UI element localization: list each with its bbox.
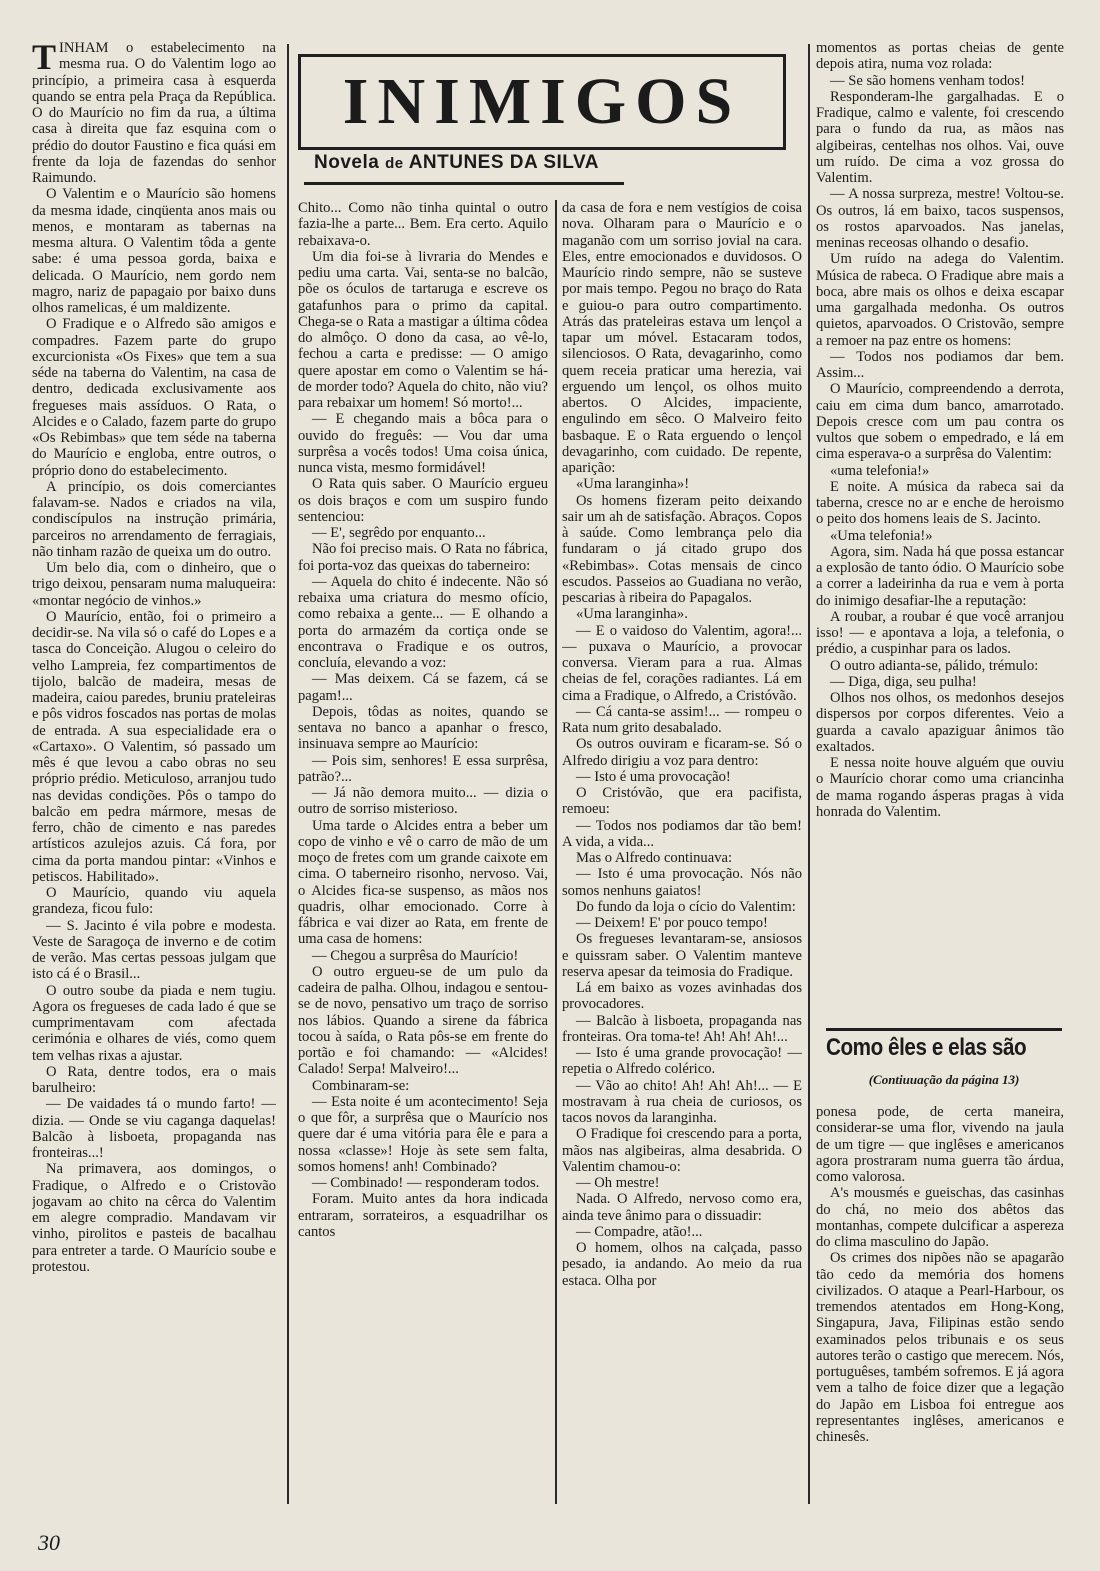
paragraph: «Uma laranginha». (576, 606, 688, 623)
text-column-3 (562, 200, 802, 1502)
paragraph: Depois, tôdas as noites, quando se sentava no banco a apanhar o fresco, insinuava sempre ao Maurício: (298, 703, 548, 753)
paragraph: — Pois sim, senhores! E essa surprêsa, patrão?... (298, 752, 548, 785)
paragraph: Foram. Muito antes da hora indicada entraram, sorrateiros, a esquadrilhar os cantos (298, 1191, 548, 1240)
paragraph: O homem, olhos na calçada, passo pesado, ia andando. Ao meio da rua estaca. Olha por (562, 1240, 802, 1289)
paragraph: — Isto é uma provocação. Nós não somos nenhuns gaiatos! (562, 866, 802, 899)
paragraph: ponesa pode, de certa maneira, considerar-se uma flor, vivendo na jaula de um tigre — que inglêses e americanos agora prostraram numa guerra tão árdua, como valorosa. (816, 1104, 1064, 1185)
paragraph: Lá em baixo as vozes avinhadas dos provocadores. (562, 980, 802, 1013)
page-number: 30 (38, 1530, 60, 1555)
byline-author: ANTUNES DA SILVA (408, 152, 599, 173)
paragraph: «Uma telefonia!» (830, 527, 933, 544)
paragraph: — Se são homens venham todos! (830, 72, 1025, 89)
paragraph: — Isto é uma grande provocação! — repetia o Alfredo colérico. (562, 1045, 802, 1078)
paragraph (32, 40, 276, 186)
byline-prefix: Novela (314, 152, 380, 173)
paragraph: — Já não demora muito... — dizia o outro de sorriso misterioso. (298, 785, 548, 818)
paragraph: Mas o Alfredo continuava: (576, 850, 733, 866)
paragraph: — Cá canta-se assim!... — rompeu o Rata num grito desabalado. (562, 703, 802, 736)
paragraph: O outro adianta-se, pálido, trémulo: (830, 657, 1039, 674)
paragraph: Não foi preciso mais. O Rata no fábrica, foi porta-voz das queixas do taberneiro: (298, 541, 548, 574)
paragraph: — Todos nos podiamos dar bem. Assim... (816, 348, 1064, 381)
paragraph: Um belo dia, com o dinheiro, que o trigo deixou, pensaram numa maluqueira: «montar negócio de vinhos.» (32, 560, 276, 609)
paragraph: E noite. A música da rabeca sai da taberna, cresce no ar e enche de heroismo o peito dos homens leais de S. Jacinto. (816, 478, 1064, 528)
paragraph: — Deixem! E' por pouco tempo! (576, 915, 768, 931)
paragraph: Os homens fizeram peito deixando sair um ah de satisfação. Abraços. Copos à saúde. Como lembrança pelo dia fundaram o já citado grupo dos «Rebimbas». Cotas mensais de cinco escudos. Passeios ao Guadiana no verão, pescarias à ribeira do Papagalos. (562, 492, 802, 606)
text-column-2 (298, 200, 548, 1502)
paragraph: «uma telefonia!» (830, 462, 930, 479)
paragraph: — E o vaidoso do Valentim, agora!... — puxava o Maurício, a provocar conversa. Vieram para a rua. Almas cheias de fel, corações radiantes. Lá em cima a Fradique, o Alfredo, a Cristóvão. (562, 622, 802, 704)
paragraph: Combinaram-se: (312, 1077, 410, 1094)
paragraph: A princípio, os dois comerciantes falavam-se. Nados e criados na vila, condiscípulos na instrução primária, parceiros no arrendamento de ferragiais, não tinham razão de queixa um do outro. (32, 478, 276, 560)
paragraph: Responderam-lhe gargalhadas. E o Fradique, calmo e valente, foi crescendo para o fundo da rua, as mãos nas algibeiras, centelhas nos olhos. Vai, ouve um ruído. De cima a voz grossa do Valentim. (816, 88, 1064, 186)
paragraph: Os outros ouviram e ficaram-se. Só o Alfredo dirigiu a voz para dentro: (562, 736, 802, 769)
paragraph: O Valentim e o Maurício são homens da mesma idade, cinqüenta anos mais ou menos, e montaram as tabernas na mesma altura. O Valentim tôda a gente sabe: é uma pessoa gorda, baixa e delicada. O Maurício, nem gordo nem magro, nariz de papagaio por baixo duns olhos ramelicas, é um maldizente. (32, 186, 276, 316)
paragraph: — A nossa surpreza, mestre! Voltou-se. Os outros, lá em baixo, tacos suspensos, os rostos aparvoados. Nas janelas, meninas receosas olhando o desafio. (816, 186, 1064, 251)
paragraph: Um dia foi-se à livraria do Mendes e pediu uma carta. Vai, senta-se no balcão, põe os óculos de tartaruga e escreve os gatafunhos para o primo da capital. Chega-se o Rata a mastigar a última côdea do almôço. O dono da casa, ao vê-lo, fechou a carta e predisse: — O amigo quere apostar em como o Valentim se há-de morder todo? Aquela do chito, não viu? para rebaixar um homem! Só morto!... (298, 248, 548, 411)
paragraph: A's mousmés e gueischas, das casinhas do chá, no meio dos abêtos das montanhas, compete dulcificar a aspereza do clima masculino do Japão. (816, 1185, 1064, 1250)
paragraph: — Chegou a surprêsa do Maurício! (312, 947, 519, 964)
paragraph: O Maurício, quando viu aquela grandeza, ficou fulo: (32, 885, 276, 918)
paragraph: — Aquela do chito é indecente. Não só rebaixa uma criatura do mesmo ofício, como rebaixa a gente... — E olhando a porta do armazém da cortiça onde se encontrava o Fradique e os outros, concluía, elevando a voz: (298, 573, 548, 671)
paragraph: — Oh mestre! (576, 1175, 660, 1191)
paragraph: Um ruído na adega do Valentim. Música de rabeca. O Fradique abre mais a boca, abre mais os olhos e deixa escapar uma gargalhada medonha. Os outros quietos, aparvoados. O Cristovão, sempre a remoer na paz entre os homens: (816, 251, 1064, 349)
text-column-1 (32, 40, 276, 1502)
paragraph: O Fradique e o Alfredo são amigos e compadres. Fazem parte do grupo excurcionista «Os Fixes» que tem a sua séde na taberna do Valentim, na casa de dentro, dedicada exclusivamente aos fregueses mais assíduos. O Rata, o Alcides e o Calado, fazem parte do grupo «Os Rebimbas» que tem séde na taberna do Maurício e engloba, entre outros, o próprio dono do estabelecimento. (32, 316, 276, 479)
paragraph: O Rata, dentre todos, era o mais barulheiro: (32, 1063, 276, 1096)
paragraph: Os fregueses levantaram-se, ansiosos e quissram saber. O Valentim manteve reserva apesar da teimosia do Fradique. (562, 931, 802, 980)
paragraph: — Diga, diga, seu pulha! (830, 673, 977, 690)
column-rule-3 (808, 44, 810, 1504)
paragraph: E nessa noite houve alguém que ouviu o Maurício chorar como uma criancinha de mama rogando ásperas pragas à vida honrada do Valentim. (816, 755, 1064, 820)
paragraph: «Uma laranginha»! (576, 476, 690, 493)
paragraph: — E chegando mais a bôca para o ouvido do freguês: — Vou dar uma surprêsa a vocês todos! Uma coisa única, nunca vista, mesmo formidável! (298, 411, 548, 476)
paragraph: — Vão ao chito! Ah! Ah! Ah!... — E mostravam à rua cheia de curiosos, os tacos novos da laranginha. (562, 1077, 802, 1126)
section-continuation-note: (Contiuuação da página 13) (868, 1072, 1020, 1087)
drop-cap: T (32, 40, 57, 77)
paragraph: Nada. O Alfredo, nervoso como era, ainda teve ânimo para o dissuadir: (562, 1191, 802, 1224)
section-rule (826, 1028, 1062, 1031)
paragraph: Olhos nos olhos, os medonhos desejos dispersos por corpos diferentes. Veio a guarda a cavalo apaziguar ânimos tão exaltados. (816, 690, 1064, 755)
section-title: Como êles e elas são (826, 1034, 1027, 1061)
paragraph: O Maurício, então, foi o primeiro a decidir-se. Na vila só o café do Lopes e a tasca do Conceição. Alugou o celeiro do velho Lampreia, fez compartimentos de tijolo, balcão de madeira, mesas de madeira, caiou paredes, bruniu prateleiras e pôs vidros foscados nas portas de molas de entrada. A sua especialidade era o «Cartaxo». O Valentim, só passado um mês é que levou a cabo obras no seu próprio prédio. Meticuloso, arranjou tudo nas devidas condições. Pôs o tampo do balcão em pedra mármore, mesas de ferro, chão de cimento e nas paredes artísticos azulejos azuis. Cá fora, por cima da porta mandou pintar: «Vinhos e petiscos. Habilitado». (32, 608, 276, 885)
paragraph: O outro soube da piada e nem tugiu. Agora os fregueses de cada lado é que se cumprimentavam com afectada cerimónia e olhares de viés, como quem tem velhas rixas a ajustar. (32, 982, 276, 1064)
paragraph: — Esta noite é um acontecimento! Seja o que fôr, a surprêsa que o Maurício nos quere dar é uma vitória para êle e para a nossa «classe»! Hoje às sete sem falta, somos homens! anh! Combinado? (298, 1093, 548, 1175)
paragraph: — Mas deixem. Cá se fazem, cá se pagam!... (298, 671, 548, 704)
text-column-4 (816, 40, 1064, 1010)
paragraph-text: INHAM o estabelecimento na mesma rua. O do Valentim logo ao princípio, a primeira casa à esquerda quando se entra pela Praça da República. O do Maurício no fim da rua, a última casa à direita que faz esquina com o prédio do doutor Faustino e fica quási em frente da loja de fazendas do senhor Raimundo. (32, 40, 276, 186)
text-column-5 (816, 1104, 1064, 1504)
story-title: INIMIGOS (342, 65, 742, 138)
paragraph: Chito... Como não tinha quintal o outro fazia-lhe a parte... Bem. Era certo. Aquilo rebaixava-o. (298, 200, 548, 249)
byline-rule (304, 182, 624, 185)
paragraph: — Balcão à lisboeta, propaganda nas fronteiras. Ora toma-te! Ah! Ah! Ah!... (562, 1012, 802, 1045)
paragraph: — Combinado! — responderam todos. (312, 1175, 540, 1191)
byline-de: de (385, 155, 404, 172)
paragraph: Uma tarde o Alcides entra a beber um copo de vinho e vê o carro de mão de um moço de fretes com um grande caixote em cima. O taberneiro risonho, nervoso. Vai, o Alcides fica-se suspenso, as mãos nos quadris, olhar emocionado. Corre à fábrica e vai dizer ao Rata, em frente de uma casa de homens: (298, 817, 548, 948)
paragraph: O outro ergueu-se de um pulo da cadeira de palha. Olhou, indagou e sentou-se de novo, pensativo um traço de sorriso nos lábios. Quando a sirene da fábrica tocou à saída, o Rata pôs-se em frente do portão e foi chamando: — «Alcides! Calado! Serpa! Malveiro!... (298, 963, 548, 1078)
paragraph: momentos as portas cheias de gente depois atira, numa voz rolada: (816, 40, 1064, 73)
paragraph: — E', segrêdo por enquanto... (312, 525, 486, 541)
paragraph: — S. Jacinto é vila pobre e modesta. Veste de Saragoça de inverno e de cotim de verão. Mas certas pessoas julgam que isto cá é o Brasil... (32, 917, 276, 983)
paragraph: — Compadre, atão!... (576, 1223, 703, 1240)
paragraph: Agora, sim. Nada há que possa estancar a explosão de tanto ódio. O Maurício sobe a correr a ladeirinha da rua e vem à porta do inimigo desafiar-lhe a reputação: (816, 543, 1064, 609)
story-title-box (298, 54, 786, 150)
paragraph: O Fradique foi crescendo para a porta, mãos nas algibeiras, alma desabrida. O Valentim chamou-o: (562, 1126, 802, 1175)
paragraph: O Rata quis saber. O Maurício ergueu os dois braços e com um suspiro fundo sentenciou: (298, 476, 548, 525)
paragraph: da casa de fora e nem vestígios de coisa nova. Olharam para o Maurício e o maganão com um sorriso jovial na cara. Eles, entre emocionados e duvidosos. O Maurício rindo sempre, não se susteve por mais tempo. Pegou no braço do Rata e guiou-o para outro compartimento. Atrás das prateleiras estava um lençol a tapar um móvel. Estacaram todos, silenciosos. O Rata, devagarinho, como quem receia praticar uma herezia, vai erguendo um lençol, os olhos muito abertos. O Alcides, impaciente, engulindo em sêco. O Malveiro feito basbaque. E o Rata erguendo o lençol devagarinho, com cuidado. De repente, aparição: (562, 200, 802, 476)
paragraph: — Isto é uma provocação! (576, 768, 731, 785)
paragraph: A roubar, a roubar é que você arranjou isso! — e apontava a loja, a telefonia, o prédio, a cuspinhar para os lados. (816, 608, 1064, 658)
paragraph: Do fundo da loja o cício do Valentim: (576, 898, 796, 915)
paragraph: O Cristóvão, que era pacifista, remoeu: (562, 785, 802, 818)
paragraph: Na primavera, aos domingos, o Fradique, o Alfredo e o Cristovão jogavam ao chito na cêrca do Valentim em alegre compradio. Mandavam vir vinho, pirolitos e pasteis de bacalhau para entreter a tarde. O Maurício soube e protestou. (32, 1161, 276, 1275)
paragraph: O Maurício, compreendendo a derrota, caiu em cima dum banco, amarrotado. Depois cresce com um pau contra os vultos que sobem o empedrado, e lá em cima esperava-o a surprêsa do Valentim: (816, 381, 1064, 463)
paragraph: — De vaidades tá o mundo farto! — dizia. — Onde se viu caganga daquelas! Balcão à lisboeta, propaganda nas fronteiras...! (32, 1096, 276, 1161)
story-byline (314, 152, 774, 174)
column-rule-1 (287, 44, 289, 1504)
column-rule-2 (555, 200, 557, 1504)
paragraph: — Todos nos podiamos dar tão bem! A vida, a vida... (562, 817, 802, 850)
paragraph: Os crimes dos nipões não se apagarão tão cedo da memória dos homens civilizados. O ataque a Pearl-Harbour, os tremendos atentados em Hong-Kong, Singapura, Java, Filipinas estão sendo examinados pelos tribunais e os seus autores terão o castigo que merecem. Nós, portuguêses, também sofremos. E já agora vem a talho de foice dizer que a legação do Japão em Lisboa foi entregue aos representantes inglêses, americanos e chinesês. (816, 1250, 1064, 1445)
